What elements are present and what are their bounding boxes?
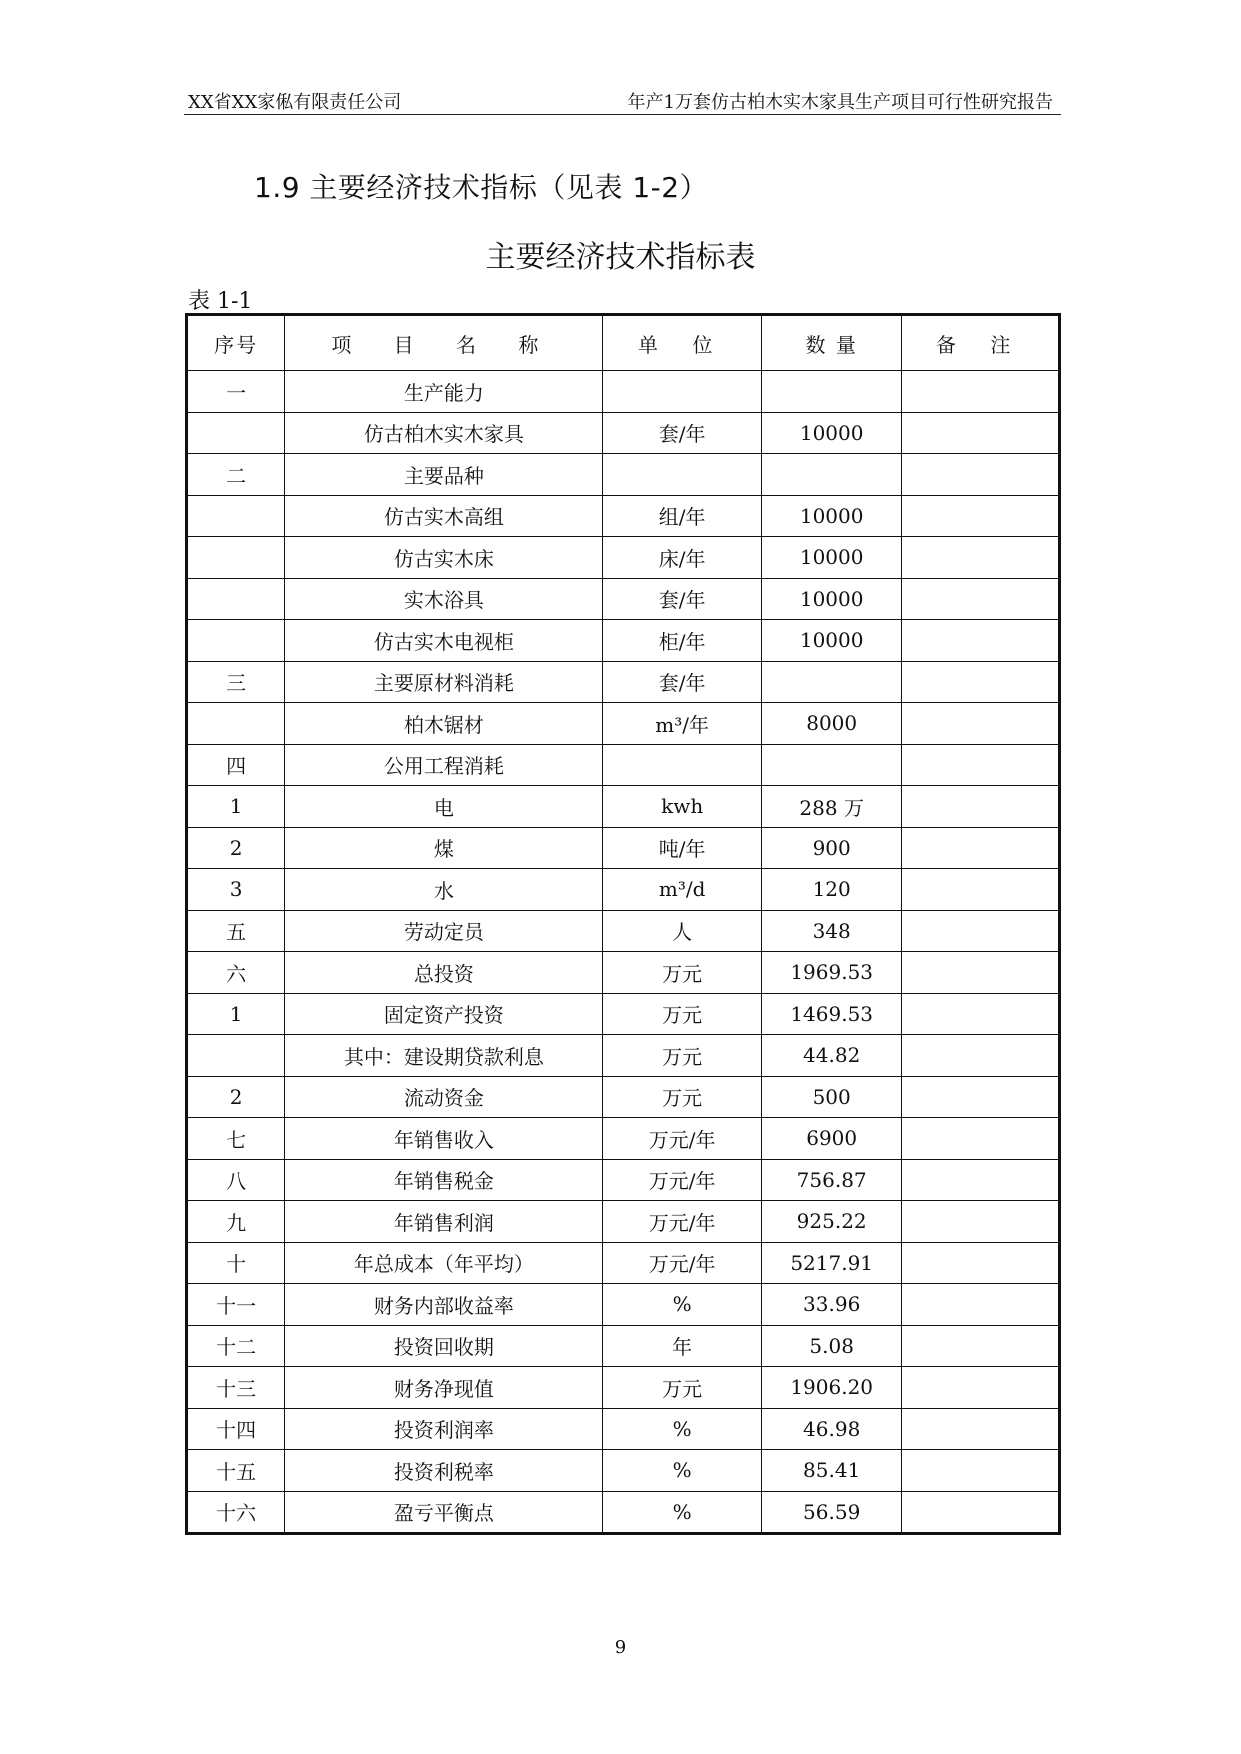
remark-cell [902, 1325, 1060, 1367]
table-row [187, 993, 1060, 1035]
table-row [187, 371, 1060, 413]
unit-cell: 套/年 [603, 412, 762, 454]
quantity-cell: 1906.20 [761, 1367, 901, 1409]
remark-cell [902, 1159, 1060, 1201]
unit-cell: 万元 [603, 1076, 762, 1118]
table-row [187, 1076, 1060, 1118]
remark-cell [902, 1367, 1060, 1409]
row-index-cell: 十一 [187, 1284, 285, 1326]
quantity-cell: 6900 [761, 1118, 901, 1160]
row-index-cell [187, 537, 285, 579]
item-name-cell: 仿古实木电视柜 [285, 620, 603, 662]
item-name-cell: 投资利润率 [285, 1408, 603, 1450]
header-report-title: 年产1万套仿古柏木实木家具生产项目可行性研究报告 [627, 92, 1053, 113]
remark-cell [902, 495, 1060, 537]
table-row [187, 578, 1060, 620]
remark-cell [902, 1035, 1060, 1077]
quantity-cell: 5217.91 [761, 1242, 901, 1284]
col-header-index: 序号 [187, 315, 285, 371]
table-row [187, 1201, 1060, 1243]
remark-cell [902, 1076, 1060, 1118]
quantity-cell: 288 万 [761, 786, 901, 828]
table-row [187, 1450, 1060, 1492]
quantity-cell: 900 [761, 827, 901, 869]
col-header-quantity: 数 量 [761, 315, 901, 371]
quantity-cell: 1469.53 [761, 993, 901, 1035]
quantity-cell: 10000 [761, 620, 901, 662]
item-name-cell: 流动资金 [285, 1076, 603, 1118]
table-row [187, 869, 1060, 911]
remark-cell [902, 1242, 1060, 1284]
unit-cell: 万元 [603, 993, 762, 1035]
remark-cell [902, 1284, 1060, 1326]
remark-cell [902, 993, 1060, 1035]
remark-cell [902, 661, 1060, 703]
item-name-cell: 主要品种 [285, 454, 603, 496]
header-company: XX省XX家俬有限责任公司 [188, 92, 402, 113]
item-name-cell: 柏木锯材 [285, 703, 603, 745]
item-name-cell: 仿古柏木实木家具 [285, 412, 603, 454]
row-index-cell: 九 [187, 1201, 285, 1243]
item-name-cell: 生产能力 [285, 371, 603, 413]
table-title: 主要经济技术指标表 [485, 240, 756, 275]
item-name-cell: 实木浴具 [285, 578, 603, 620]
item-name-cell: 财务内部收益率 [285, 1284, 603, 1326]
quantity-cell: 10000 [761, 495, 901, 537]
item-name-cell: 主要原材料消耗 [285, 661, 603, 703]
unit-cell: 万元/年 [603, 1242, 762, 1284]
quantity-cell: 10000 [761, 578, 901, 620]
table-row [187, 1035, 1060, 1077]
table-row [187, 661, 1060, 703]
row-index-cell [187, 620, 285, 662]
indicators-table [185, 313, 1061, 1535]
col-header-unit: 单 位 [603, 315, 762, 371]
page-number: 9 [614, 1637, 627, 1658]
row-index-cell [187, 495, 285, 537]
table-row [187, 744, 1060, 786]
unit-cell: % [603, 1284, 762, 1326]
remark-cell [902, 827, 1060, 869]
unit-cell: 万元/年 [603, 1201, 762, 1243]
row-index-cell [187, 578, 285, 620]
row-index-cell: 1 [187, 786, 285, 828]
item-name-cell: 电 [285, 786, 603, 828]
table-row [187, 1159, 1060, 1201]
unit-cell: % [603, 1491, 762, 1534]
remark-cell [902, 952, 1060, 994]
unit-cell: 万元 [603, 1367, 762, 1409]
row-index-cell: 十五 [187, 1450, 285, 1492]
item-name-cell: 财务净现值 [285, 1367, 603, 1409]
page-header [184, 88, 1061, 115]
item-name-cell: 投资回收期 [285, 1325, 603, 1367]
remark-cell [902, 1491, 1060, 1534]
item-name-cell: 年总成本（年平均） [285, 1242, 603, 1284]
table-header-row [187, 315, 1060, 371]
quantity-cell: 10000 [761, 412, 901, 454]
col-header-item: 项 目 名 称 [285, 315, 603, 371]
table-row [187, 1367, 1060, 1409]
remark-cell [902, 910, 1060, 952]
unit-cell: 人 [603, 910, 762, 952]
item-name-cell: 劳动定员 [285, 910, 603, 952]
table-row [187, 910, 1060, 952]
unit-cell: m³/年 [603, 703, 762, 745]
row-index-cell: 十 [187, 1242, 285, 1284]
table-row [187, 1242, 1060, 1284]
table-row [187, 412, 1060, 454]
item-name-cell: 年销售利润 [285, 1201, 603, 1243]
table-row [187, 952, 1060, 994]
row-index-cell: 十二 [187, 1325, 285, 1367]
remark-cell [902, 1201, 1060, 1243]
item-name-cell: 投资利税率 [285, 1450, 603, 1492]
unit-cell: 套/年 [603, 661, 762, 703]
row-index-cell [187, 412, 285, 454]
remark-cell [902, 1450, 1060, 1492]
table-row [187, 703, 1060, 745]
unit-cell [603, 744, 762, 786]
row-index-cell: 十四 [187, 1408, 285, 1450]
table-row [187, 1325, 1060, 1367]
remark-cell [902, 744, 1060, 786]
row-index-cell [187, 703, 285, 745]
row-index-cell: 二 [187, 454, 285, 496]
quantity-cell: 120 [761, 869, 901, 911]
remark-cell [902, 869, 1060, 911]
unit-cell [603, 454, 762, 496]
row-index-cell: 一 [187, 371, 285, 413]
quantity-cell: 10000 [761, 537, 901, 579]
quantity-cell [761, 371, 901, 413]
unit-cell: 柜/年 [603, 620, 762, 662]
item-name-cell: 水 [285, 869, 603, 911]
remark-cell [902, 703, 1060, 745]
table-row [187, 786, 1060, 828]
unit-cell: 万元 [603, 1035, 762, 1077]
unit-cell: kwh [603, 786, 762, 828]
quantity-cell: 85.41 [761, 1450, 901, 1492]
table-row [187, 1408, 1060, 1450]
row-index-cell: 四 [187, 744, 285, 786]
item-name-cell: 固定资产投资 [285, 993, 603, 1035]
item-name-cell: 仿古实木高组 [285, 495, 603, 537]
remark-cell [902, 1408, 1060, 1450]
unit-cell [603, 371, 762, 413]
item-name-cell: 公用工程消耗 [285, 744, 603, 786]
quantity-cell [761, 661, 901, 703]
row-index-cell: 2 [187, 827, 285, 869]
unit-cell: 套/年 [603, 578, 762, 620]
row-index-cell: 十六 [187, 1491, 285, 1534]
col-header-remark: 备 注 [902, 315, 1060, 371]
unit-cell: % [603, 1408, 762, 1450]
quantity-cell [761, 744, 901, 786]
quantity-cell: 44.82 [761, 1035, 901, 1077]
row-index-cell [187, 1035, 285, 1077]
table-label: 表 1-1 [188, 289, 253, 314]
row-index-cell: 五 [187, 910, 285, 952]
table-row [187, 454, 1060, 496]
quantity-cell: 33.96 [761, 1284, 901, 1326]
quantity-cell: 348 [761, 910, 901, 952]
unit-cell: 万元/年 [603, 1159, 762, 1201]
quantity-cell: 500 [761, 1076, 901, 1118]
item-name-cell: 盈亏平衡点 [285, 1491, 603, 1534]
unit-cell: 吨/年 [603, 827, 762, 869]
table-row [187, 537, 1060, 579]
remark-cell [902, 1118, 1060, 1160]
unit-cell: 万元 [603, 952, 762, 994]
row-index-cell: 3 [187, 869, 285, 911]
quantity-cell [761, 454, 901, 496]
item-name-cell: 年销售收入 [285, 1118, 603, 1160]
remark-cell [902, 620, 1060, 662]
item-name-cell: 仿古实木床 [285, 537, 603, 579]
table-row [187, 1118, 1060, 1160]
unit-cell: m³/d [603, 869, 762, 911]
remark-cell [902, 454, 1060, 496]
row-index-cell: 2 [187, 1076, 285, 1118]
remark-cell [902, 371, 1060, 413]
remark-cell [902, 578, 1060, 620]
unit-cell: % [603, 1450, 762, 1492]
item-name-cell: 其中：建设期贷款利息 [285, 1035, 603, 1077]
row-index-cell: 十三 [187, 1367, 285, 1409]
quantity-cell: 1969.53 [761, 952, 901, 994]
quantity-cell: 8000 [761, 703, 901, 745]
unit-cell: 年 [603, 1325, 762, 1367]
quantity-cell: 46.98 [761, 1408, 901, 1450]
table-row [187, 1491, 1060, 1534]
row-index-cell: 七 [187, 1118, 285, 1160]
remark-cell [902, 412, 1060, 454]
section-title: 1.9 主要经济技术指标（见表 1-2） [254, 171, 709, 204]
quantity-cell: 56.59 [761, 1491, 901, 1534]
unit-cell: 万元/年 [603, 1118, 762, 1160]
table-row [187, 620, 1060, 662]
table-row [187, 827, 1060, 869]
row-index-cell: 八 [187, 1159, 285, 1201]
table-row [187, 495, 1060, 537]
quantity-cell: 5.08 [761, 1325, 901, 1367]
unit-cell: 床/年 [603, 537, 762, 579]
row-index-cell: 1 [187, 993, 285, 1035]
remark-cell [902, 786, 1060, 828]
row-index-cell: 三 [187, 661, 285, 703]
quantity-cell: 756.87 [761, 1159, 901, 1201]
table-row [187, 1284, 1060, 1326]
quantity-cell: 925.22 [761, 1201, 901, 1243]
item-name-cell: 煤 [285, 827, 603, 869]
item-name-cell: 年销售税金 [285, 1159, 603, 1201]
unit-cell: 组/年 [603, 495, 762, 537]
row-index-cell: 六 [187, 952, 285, 994]
item-name-cell: 总投资 [285, 952, 603, 994]
remark-cell [902, 537, 1060, 579]
